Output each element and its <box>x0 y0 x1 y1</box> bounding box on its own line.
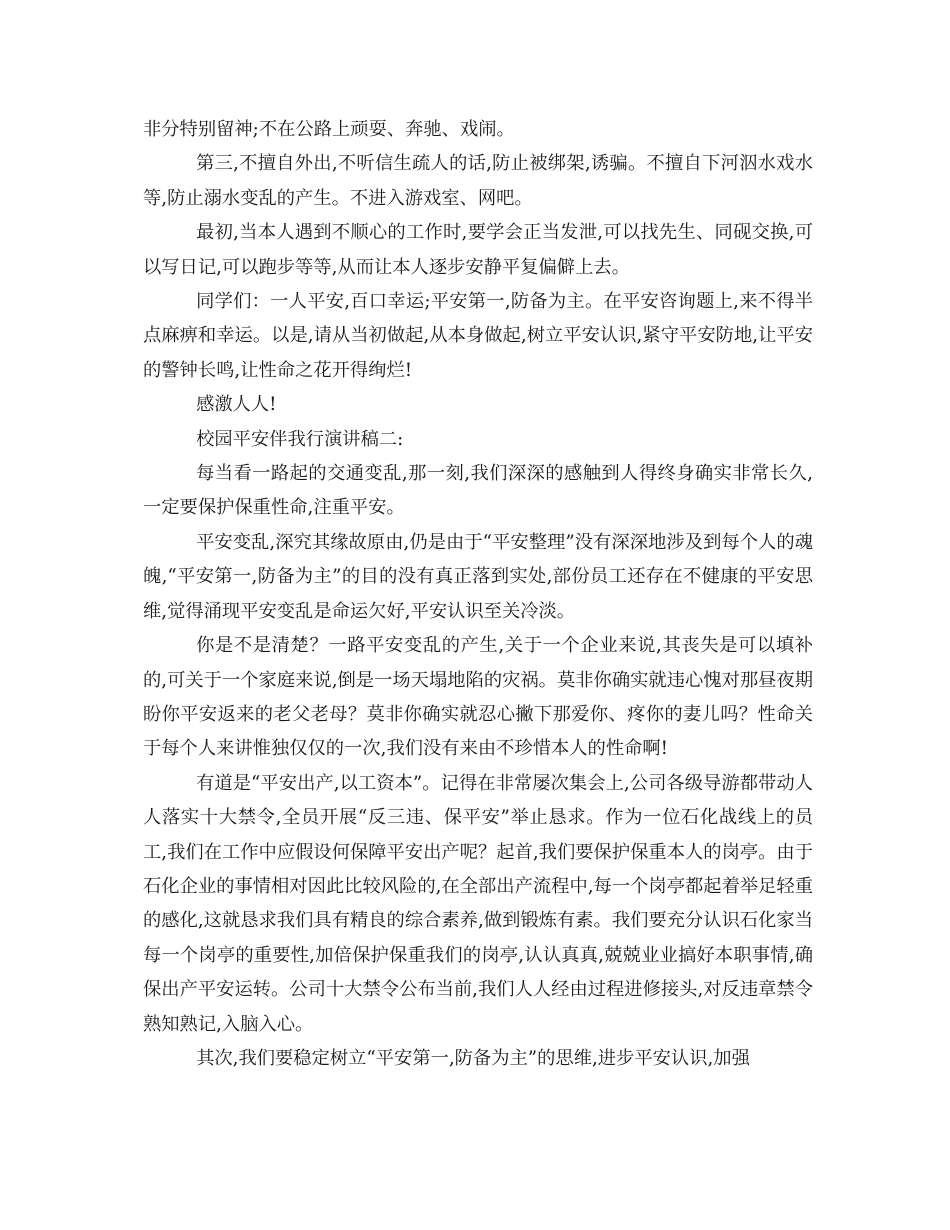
paragraph-11: 其次,我们要稳定树立“平安第一,防备为主”的思维,进步平安认识,加强 <box>196 1047 750 1069</box>
paragraph-4: 同学们：一人平安,百口幸运;平安第一,防备为主。在平安咨询题上,来不得半点麻痹和幸运。以是,请从当初做起,从本身做起,树立平安认识,紧守平安防地,让平安的警钟长鸣,让性命之花开得绚烂! <box>143 291 813 381</box>
paragraph-1: 非分特别留神;不在公路上顽耍、奔驰、戏闹。 <box>143 119 515 140</box>
paragraph-2: 第三,不擅自外出,不听信生疏人的话,防止被绑架,诱骗。不擅自下河泅水戏水等,防止溺水变乱的产生。不进入游戏室、网吧。 <box>143 153 813 209</box>
paragraph-5: 感激人人! <box>196 394 277 416</box>
document-body <box>143 113 813 1076</box>
paragraph-10: 有道是“平安出产,以工资本”。记得在非常屡次集会上,公司各级导游都带动人人落实十大禁令,全员开展“反三违、保平安”举止恳求。作为一位石化战线上的员工,我们在工作中应假设何保障平安出产呢？起首,我们要保护保重本人的岗亭。由于石化企业的事情相对因此比较风险的,在全部出产流程中,每一个岗亭都起着举足轻重的感化,这就恳求我们具有精良的综合素养,做到锻炼有素。我们要充分认识石化家当每一个岗亭的重要性,加倍保护保重我们的岗亭,认认真真,兢兢业业搞好本职事情,确保出产平安运转。公司十大禁令公布当前,我们人人经由过程进修接头,对反违章禁令熟知熟记,入脑入心。 <box>143 772 813 1035</box>
section-heading: 校园平安伴我行演讲稿二: <box>196 428 404 450</box>
paragraph-9: 你是不是清楚？一路平安变乱的产生,关于一个企业来说,其丧失是可以填补的,可关于一个家庭来说,倒是一场天塌地陷的灾祸。莫非你确实就违心愧对那昼夜期盼你平安返来的老父老母？莫非你确实就忍心撇下那爱你、疼你的妻儿吗？性命关于每个人来讲惟独仅仅的一次,我们没有来由不珍惜本人的性命啊! <box>143 635 813 760</box>
paragraph-8: 平安变乱,深究其缘故原由,仍是由于“平安整理”没有深深地涉及到每个人的魂魄,“平安第一,防备为主”的目的没有真正落到实处,部份员工还存在不健康的平安思维,觉得涌现平安变乱是命运欠好,平安认识至关冷淡。 <box>143 531 813 622</box>
paragraph-7: 每当看一路起的交通变乱,那一刻,我们深深的感触到人得终身确实非常长久,一定要保护保重性命,注重平安。 <box>143 463 813 519</box>
paragraph-3: 最初,当本人遇到不顺心的工作时,要学会正当发泄,可以找先生、同砚交换,可以写日记,可以跑步等等,从而让本人逐步安静平复偏僻上去。 <box>143 222 813 278</box>
